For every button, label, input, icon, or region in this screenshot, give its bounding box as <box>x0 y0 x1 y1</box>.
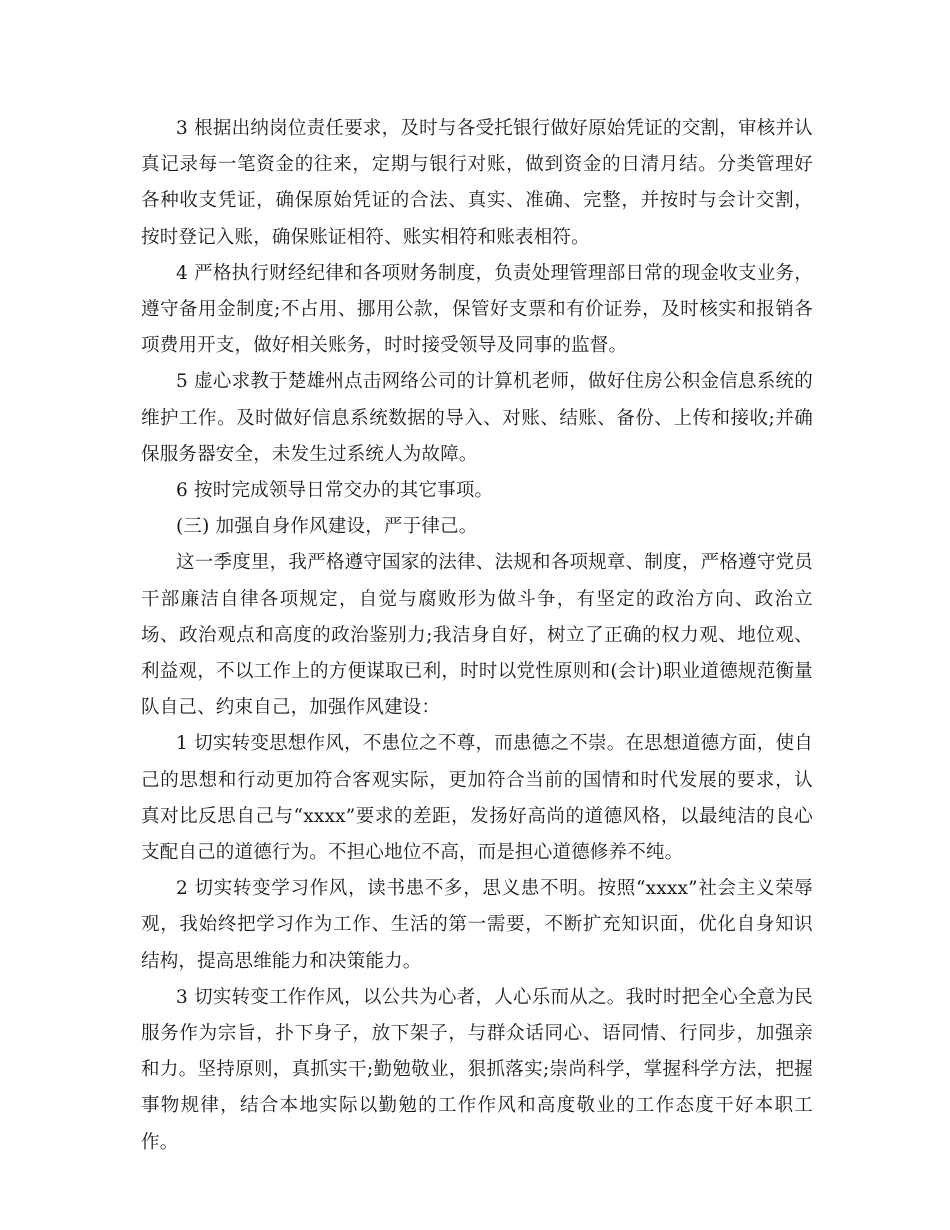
paragraph-financial-discipline: 4 严格执行财经纪律和各项财务制度，负责处理管理部日常的现金收支业务，遵守备用金制度;不占用、挪用公款，保管好支票和有价证券，及时核实和报销各项费用开支，做好相关账务，时时接受领导及同事的监督。 <box>141 262 813 357</box>
document-body <box>141 111 813 1161</box>
paragraph-other-tasks: 6 按时完成领导日常交办的其它事项。 <box>176 480 494 502</box>
paragraph-system-maintenance: 5 虚心求教于楚雄州点击网络公司的计算机老师，做好住房公积金信息系统的维护工作。及时做好信息系统数据的导入、对账、结账、备份、上传和接收;并确保服务器安全，未发生过系统人为故障。 <box>141 371 813 465</box>
paragraph-work-style: 3 切实转变工作作风，以公共为心者，人心乐而从之。我时时把全心全意为民服务作为宗旨，扑下身子，放下架子，与群众话同心、语同情、行同步，加强亲和力。坚持原则，真抓实干;勤勉敬业，狠抓落实;崇尚科学，掌握科学方法，把握事物规律，结合本地实际以勤勉的工作作风和高度敬业的工作态度干好本职工作。 <box>141 986 813 1153</box>
paragraph-quarter-summary: 这一季度里，我严格遵守国家的法律、法规和各项规章、制度，严格遵守党员干部廉洁自律各项规定，自觉与腐败形为做斗争，有坚定的政治方向、政治立场、政治观点和高度的政治鉴别力;我洁身自好，树立了正确的权力观、地位观、利益观，不以工作上的方便谋取已利，时时以党性原则和(会计)职业道德规范衡量队自己、约束自己，加强作风建设： <box>141 552 813 719</box>
paragraph-thinking-style: 1 切实转变思想作风，不患位之不尊，而患德之不崇。在思想道德方面，使自己的思想和行动更加符合客观实际，更加符合当前的国情和时代发展的要求，认真对比反思自己与“xxxx”要求的差距，发扬好高尚的道德风格，以最纯洁的良心支配自己的道德行为。不担心地位不高，而是担心道德修养不纯。 <box>141 733 813 864</box>
paragraph-learning-style: 2 切实转变学习作风，读书患不多，思义患不明。按照“xxxx”社会主义荣辱观，我始终把学习作为工作、生活的第一需要，不断扩充知识面，优化自身知识结构，提高思维能力和决策能力。 <box>141 878 813 972</box>
section-heading-self-discipline: (三) 加强自身作风建设，严于律己。 <box>176 516 478 538</box>
paragraph-cashier-duties: 3 根据出纳岗位责任要求，及时与各受托银行做好原始凭证的交割，审核并认真记录每一笔资金的往来，定期与银行对账，做到资金的日清月结。分类管理好各种收支凭证，确保原始凭证的合法、真实、准确、完整，并按时与会计交割，按时登记入账，确保账证相符、账实相符和账表相符。 <box>141 118 813 248</box>
